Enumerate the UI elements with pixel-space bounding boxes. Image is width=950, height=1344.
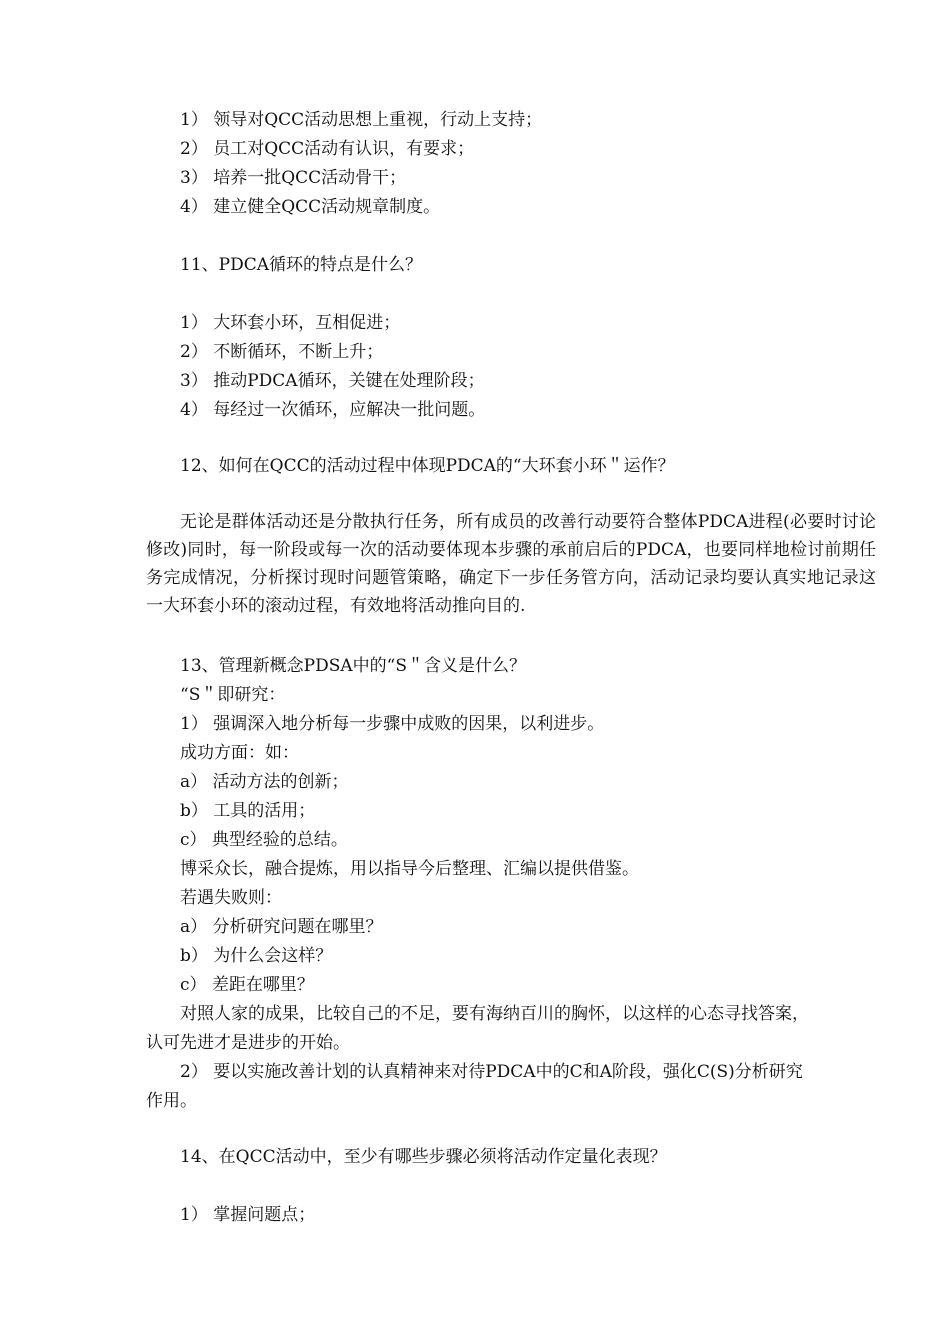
sub-heading: 成功方面：如： bbox=[180, 743, 299, 763]
list-item: 2） 不断循环，不断上升； bbox=[180, 342, 384, 362]
list-item: 4） 建立健全QCC活动规章制度。 bbox=[180, 197, 441, 217]
list-item: a） 分析研究问题在哪里？ bbox=[180, 917, 383, 937]
note-line: 对照人家的成果，比较自己的不足，要有海纳百川的胸怀，以这样的心态寻找答案， bbox=[180, 1004, 809, 1024]
list-item: 3） 推动PDCA循环，关键在处理阶段； bbox=[180, 371, 485, 391]
list-item: b） 为什么会这样？ bbox=[180, 946, 333, 966]
list-item: 1） 掌握问题点； bbox=[180, 1205, 316, 1225]
list-item: c） 典型经验的总结。 bbox=[180, 830, 348, 850]
list-item: 3） 培养一批QCC活动骨干； bbox=[180, 168, 407, 188]
list-item-continuation: 作用。 bbox=[146, 1091, 197, 1111]
list-item: 1） 领导对QCC活动思想上重视，行动上支持； bbox=[180, 110, 543, 130]
question-heading: 14、在QCC活动中，至少有哪些步骤必须将活动作定量化表现？ bbox=[180, 1147, 667, 1167]
note-line: 博采众长，融合提炼，用以指导今后整理、汇编以提供借鉴。 bbox=[180, 859, 639, 879]
question-heading: 11、PDCA循环的特点是什么？ bbox=[180, 255, 422, 275]
list-item: 2） 要以实施改善计划的认真精神来对待PDCA中的C和A阶段，强化C(S)分析研究 bbox=[180, 1062, 803, 1082]
question-heading: 13、管理新概念PDSA中的“S＂含义是什么？ bbox=[180, 656, 526, 676]
list-item: c） 差距在哪里？ bbox=[180, 975, 314, 995]
note-line: 认可先进才是进步的开始。 bbox=[146, 1033, 350, 1053]
answer-paragraph: 无论是群体活动还是分散执行任务，所有成员的改善行动要符合整体PDCA进程(必要时讨论修改)同时，每一阶段或每一次的活动要体现本步骤的承前启后的PDCA，也要同样地检讨前期任务完成情况，分析探讨现时问题管策略，确定下一步任务管方向，活动记录均要认真实地记录这一大环套小环的滚动过程，有效地将活动推向目的. bbox=[146, 512, 876, 616]
list-item: b） 工具的活用； bbox=[180, 801, 316, 821]
list-item: 2） 员工对QCC活动有认识，有要求； bbox=[180, 139, 475, 159]
definition-line: “S＂即研究： bbox=[180, 685, 286, 705]
list-item: 1） 强调深入地分析每一步骤中成败的因果，以利进步。 bbox=[180, 714, 605, 734]
list-item: 4） 每经过一次循环，应解决一批问题。 bbox=[180, 400, 486, 420]
question-heading: 12、如何在QCC的活动过程中体现PDCA的“大环套小环＂运作？ bbox=[180, 456, 675, 476]
list-item: 1） 大环套小环，互相促进； bbox=[180, 313, 401, 333]
sub-heading: 若遇失败则： bbox=[180, 888, 282, 908]
list-item: a） 活动方法的创新； bbox=[180, 772, 349, 792]
